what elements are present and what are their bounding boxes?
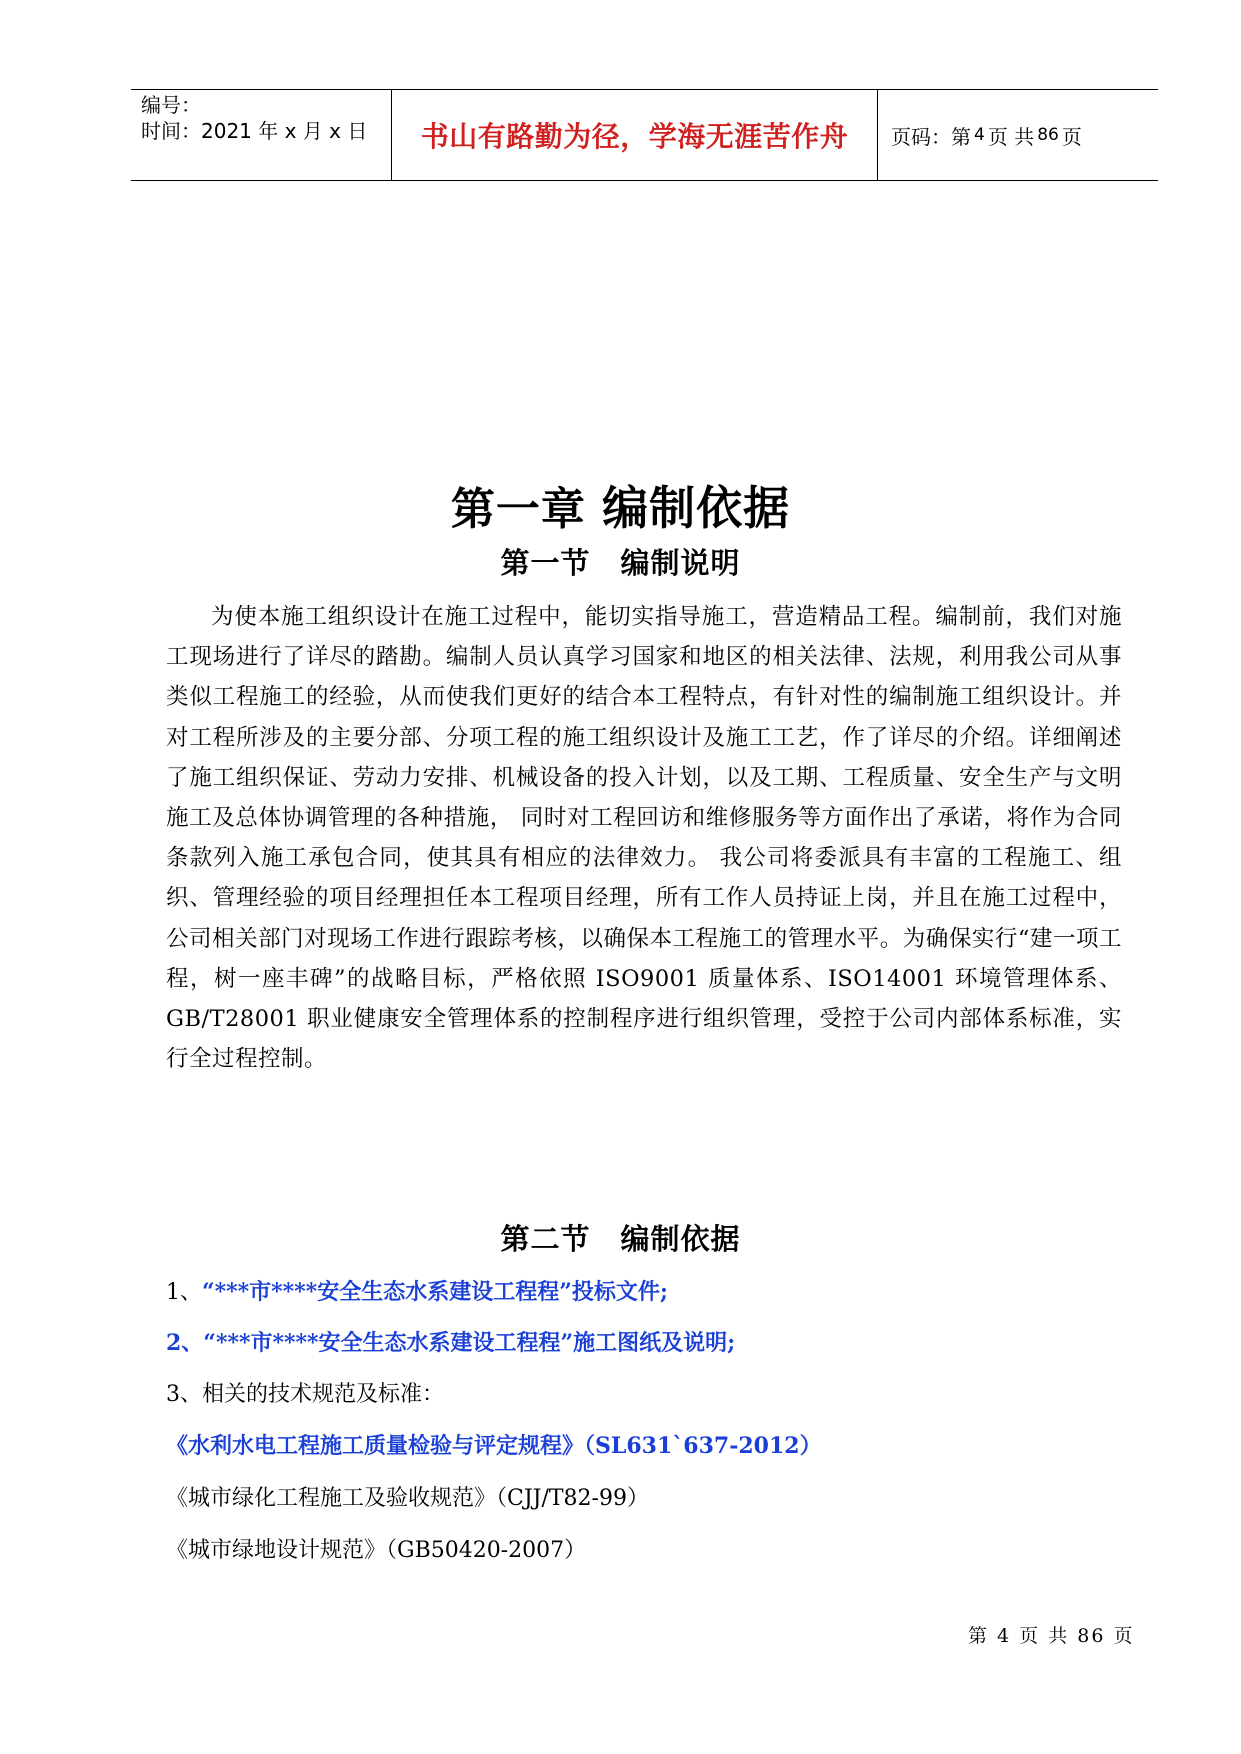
- section-title-2: [0, 1217, 1241, 1258]
- section-name: 编制说明: [620, 546, 741, 580]
- page-suffix: 页: [1061, 124, 1082, 149]
- spec-item-3: 《城市绿地设计规范》（GB50420-2007）: [166, 1538, 587, 1563]
- page-total: 86: [1037, 125, 1059, 145]
- header-page-number: [891, 90, 1082, 180]
- header-divider: [877, 90, 878, 180]
- section-number: 第一节: [500, 546, 591, 580]
- list-item-1: [166, 1275, 668, 1306]
- page-current: 4: [974, 125, 985, 145]
- time-label: 时间：2021 年 x 月 x 日: [141, 119, 368, 143]
- page-mid: 页 共: [987, 124, 1035, 149]
- header-motto: 书山有路勤为径，学海无涯苦作舟: [420, 120, 849, 153]
- page-prefix: 页码：第: [891, 124, 971, 149]
- code-label: 编号：: [141, 93, 201, 117]
- list-item-text: “***市****安全生态水系建设工程程”投标文件;: [202, 1279, 668, 1305]
- list-item-3: 3、相关的技术规范及标准：: [166, 1382, 444, 1407]
- section-name: 编制依据: [620, 1222, 741, 1256]
- chapter-name: 编制依据: [602, 481, 791, 535]
- page-footer: 第 4 页 共 86 页: [968, 1625, 1135, 1647]
- chapter-number: 第一章: [450, 484, 586, 535]
- spec-item-2: 《城市绿化工程施工及验收规范》（CJJ/T82-99）: [166, 1486, 649, 1511]
- page-header: [131, 89, 1158, 181]
- section-title-1: [0, 541, 1241, 582]
- body-paragraph: 为使本施工组织设计在施工过程中，能切实指导施工，营造精品工程。编制前，我们对施工现场进行了详尽的踏勘。编制人员认真学习国家和地区的相关法律、法规，利用我公司从事类似工程施工的经验，从而使我们更好的结合本工程特点，有针对性的编制施工组织设计。并对工程所涉及的主要分部、分项工程的施工组织设计及施工工艺，作了详尽的介绍。详细阐述了施工组织保证、劳动力安排、机械设备的投入计划，以及工期、工程质量、安全生产与文明施工及总体协调管理的各种措施， 同时对工程回访和维修服务等方面作出了承诺，将作为合同条款列入施工承包合同，使其具有相应的法律效力。 我公司将委派具有丰富的工程施工、组织、管理经验的项目经理担任本工程项目经理，所有工作人员持证上岗，并且在施工过程中，公司相关部门对现场工作进行跟踪考核，以确保本工程施工的管理水平。为确保实行“建一项工程，树一座丰碑”的战略目标，严格依照 ISO9001 质量体系、ISO14001 环境管理体系、GB/T28001 职业健康安全管理体系的控制程序进行组织管理，受控于公司内部体系标准，实行全过程控制。: [166, 604, 1122, 1073]
- chapter-title: [0, 472, 1241, 538]
- section-number: 第二节: [500, 1222, 591, 1256]
- list-item-2: 2、“***市****安全生态水系建设工程程”施工图纸及说明;: [166, 1330, 736, 1356]
- list-item-number: 1、: [166, 1280, 202, 1305]
- spec-item-1: 《水利水电工程施工质量检验与评定规程》（SL631`637-2012）: [166, 1433, 822, 1459]
